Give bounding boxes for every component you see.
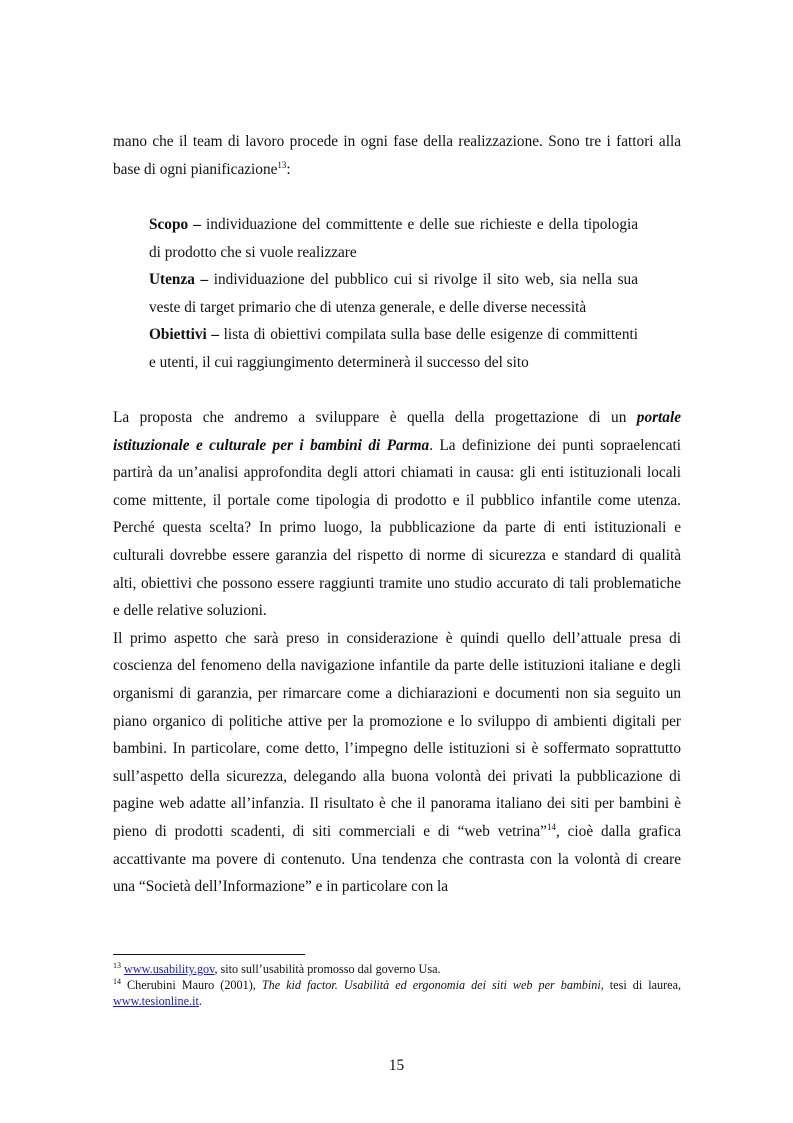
criterion-scopo: [149, 211, 638, 266]
footnote-14: [113, 977, 681, 1009]
criterion-term: Obiettivi –: [149, 326, 220, 344]
footnote-14-link[interactable]: www.tesionline.it: [113, 994, 199, 1008]
footnotes: [113, 961, 681, 1009]
paragraph-first-aspect-text: Il primo aspetto che sarà preso in considerazione è quindi quello dell’attuale presa di coscienza del fenomeno della navigazione infantile da parte delle istituzioni italiane e degli organismi di garanzia, per rimarcare come a dichiarazioni e documenti non sia seguito un piano organico di politiche attive per la promozione e lo sviluppo di ambienti digitali per bambini. In particolare, come detto, l’impegno delle istituzioni si è soffermato soprattutto sull’aspetto della sicurezza, delegando alla buona volontà dei privati la pubblicazione di pagine web adatte all’infanzia. Il risultato è che il panorama italiano dei siti per bambini è pieno di prodotti scadenti, di siti commerciali e di “web vetrina”: [113, 629, 681, 840]
paragraph-first-aspect-tail: , cioè dalla grafica accattivante ma povere di contenuto. Una tendenza che contrasta con la volontà di creare una “Società dell’Informazione” e in particolare con la: [113, 822, 681, 896]
footnote-number: 13: [113, 960, 121, 970]
criterion-term: Scopo –: [149, 216, 201, 233]
footnote-14-title: The kid factor. Usabilità ed ergonomia dei siti web per bambini: [261, 978, 601, 992]
footnote-14-text-before: Cherubini Mauro (2001),: [127, 978, 262, 992]
footnote-14-text-middle: , tesi di laurea,: [600, 978, 682, 992]
footnote-ref-14[interactable]: 14: [546, 821, 556, 832]
page-number: 15: [388, 1057, 405, 1074]
footnote-separator: [113, 954, 305, 955]
footnote-13: [113, 961, 681, 977]
footnote-13-link[interactable]: www.usability.gov: [124, 962, 215, 976]
criterion-description: lista di obiettivi compilata sulla base delle esigenze di committenti e utenti, il cui raggiungimento determinerà il successo del sito: [149, 326, 638, 371]
footnote-number: 14: [113, 976, 121, 986]
paragraph-intro: [113, 128, 681, 183]
criterion-utenza: [149, 266, 638, 321]
paragraph-first-aspect: [113, 625, 681, 901]
paragraph-proposal: [113, 404, 681, 625]
criterion-obiettivi: [149, 321, 638, 376]
footnote-ref-13[interactable]: 13: [277, 159, 287, 170]
planning-criteria-list: [149, 211, 638, 377]
paragraph-proposal-emphasis: portale istituzionale e culturale per i bambini di Parma: [113, 409, 681, 454]
paragraph-intro-tail: :: [286, 160, 291, 178]
paragraph-proposal-lead: La proposta che andremo a sviluppare è quella della progettazione di un: [113, 409, 637, 426]
criterion-description: individuazione del pubblico cui si rivolge il sito web, sia nella sua veste di target primario che di utenza generale, e delle diverse necessità: [149, 271, 638, 316]
criterion-description: individuazione del committente e delle sue richieste e della tipologia di prodotto che si vuole realizzare: [149, 216, 639, 261]
paragraph-intro-text: mano che il team di lavoro procede in ogni fase della realizzazione. Sono tre i fattori alla base di ogni pianificazione: [113, 133, 681, 178]
footnote-14-text-after: .: [198, 994, 202, 1008]
footnote-13-text: , sito sull’usabilità promosso dal governo Usa.: [214, 962, 441, 976]
criterion-term: Utenza –: [149, 271, 209, 289]
body-text: [113, 404, 681, 901]
paragraph-proposal-rest: . La definizione dei punti sopraelencati partirà da un’analisi approfondita degli attori chiamati in causa: gli enti istituzionali locali come mittente, il portale come tipologia di prodotto e il pubblico infantile come utenza. Perché questa scelta? In primo luogo, la pubblicazione da parte di enti istituzionali e culturali dovrebbe essere garanzia del rispetto di norme di sicurezza e standard di qualità alti, obiettivi che possono essere raggiunti tramite uno studio accurato di tali problematiche e delle relative soluzioni.: [113, 436, 681, 620]
